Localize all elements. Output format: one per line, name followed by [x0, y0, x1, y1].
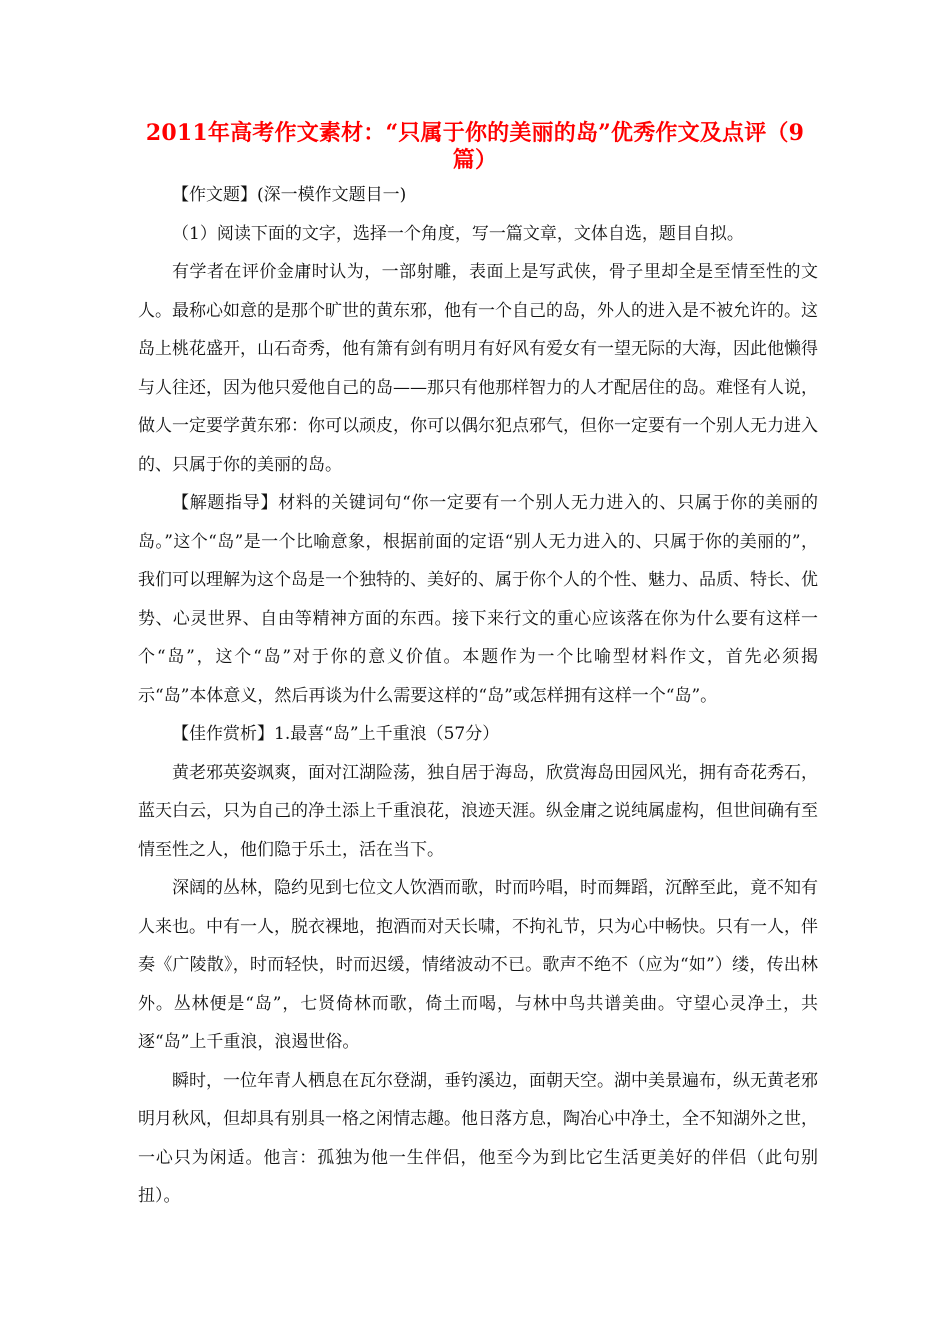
paragraph-essay-3 [138, 1062, 818, 1216]
paragraph-essay-2 [138, 869, 818, 1062]
paragraph-essay-1 [138, 754, 818, 870]
paragraph-text: 深阔的丛林，隐约见到七位文人饮酒而歌，时而吟唱，时而舞蹈，沉醉至此，竟不知有人来也。中有一人，脱衣裸地，抱酒而对天长啸，不拘礼节，只为心中畅快。只有一人，伴奏《广陵散》，时而轻快，时而迟缓，情绪波动不已。歌声不绝不（应为“如”）缕，传出林外。丛林便是“岛”，七贤倚林而歌，倚土而喝，与林中鸟共谱美曲。守望心灵净土，共逐“岛”上千重浪，浪遏世俗。 [138, 878, 818, 1052]
document-title: 2011年高考作文素材：“只属于你的美丽的岛”优秀作文及点评（9篇） [145, 120, 805, 173]
paragraph-instruction [138, 215, 818, 254]
section-heading-guidance: 【解题指导】 [172, 493, 279, 513]
paragraph-guidance [138, 484, 818, 715]
paragraph-text: 1.最喜“岛”上千重浪（57分） [274, 724, 500, 744]
paragraph-appreciation-heading [138, 715, 818, 754]
paragraph-text: 瞬时，一位年青人栖息在瓦尔登湖，垂钓溪边，面朝天空。湖中美景遍布，纵无黄老邪明月秋风，但却具有别具一格之闲情志趣。他日落方息，陶冶心中净土，全不知湖外之世，一心只为闲适。他言：孤独为他一生伴侣，他至今为到比它生活更美好的伴侣（此句别扭）。 [138, 1070, 818, 1206]
paragraph-prompt-heading [138, 176, 818, 215]
paragraph-text: 材料的关键词句“你一定要有一个别人无力进入的、只属于你的美丽的岛。”这个“岛”是一个比喻意象，根据前面的定语“别人无力进入的、只属于你的美丽的”，我们可以理解为这个岛是一个独特的、美好的、属于你个人的个性、魅力、品质、特长、优势、心灵世界、自由等精神方面的东西。接下来行文的重心应该落在你为什么要有这样一个“岛”，这个“岛”对于你的意义价值。本题作为一个比喻型材料作文，首先必须揭示“岛”本体意义，然后再谈为什么需要这样的“岛”或怎样拥有这样一个“岛”。 [138, 493, 818, 706]
paragraph-text: (深一模作文题目一) [257, 185, 407, 205]
paragraph-text: （1）阅读下面的文字，选择一个角度，写一篇文章，文体自选，题目自拟。 [172, 223, 744, 244]
paragraph-text: 有学者在评价金庸时认为，一部射雕，表面上是写武侠，骨子里却全是至情至性的文人。最称心如意的是那个旷世的黄东邪，他有一个自己的岛，外人的进入是不被允许的。这岛上桃花盛开，山石奇秀，他有箫有剑有明月有好风有爱女有一望无际的大海，因此他懒得与人往还，因为他只爱他自己的岛——那只有他那样智力的人才配居住的岛。难怪有人说，做人一定要学黄东邪：你可以顽皮，你可以偶尔犯点邪气，但你一定要有一个别人无力进入的、只属于你的美丽的岛。 [138, 262, 818, 475]
paragraph-material [138, 253, 818, 484]
paragraph-text: 黄老邪英姿飒爽，面对江湖险荡，独自居于海岛，欣赏海岛田园风光，拥有奇花秀石，蓝天白云，只为自己的净土添上千重浪花，浪迹天涯。纵金庸之说纯属虚构，但世间确有至情至性之人，他们隐于乐土，活在当下。 [138, 762, 818, 860]
document-body [138, 176, 818, 1216]
section-heading-appreciation: 【佳作赏析】 [172, 724, 274, 744]
section-heading-essay-prompt: 【作文题】 [172, 185, 257, 205]
